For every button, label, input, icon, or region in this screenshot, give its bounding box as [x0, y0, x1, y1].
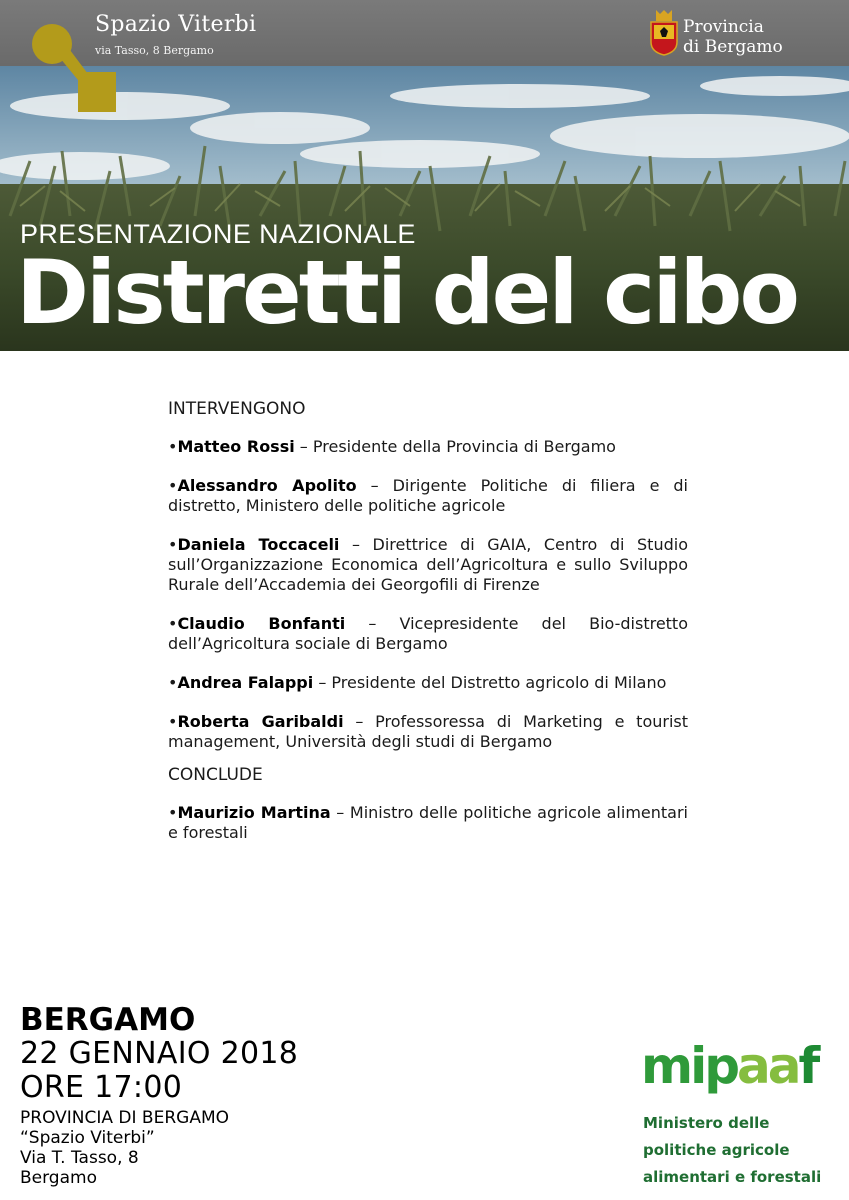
event-city: BERGAMO [20, 1002, 196, 1038]
mipaaf-logo [641, 1036, 817, 1096]
venue-address: via Tasso, 8 Bergamo [95, 44, 214, 57]
province-name-line2: di Bergamo [683, 37, 783, 57]
venue-line: “Spazio Viterbi” [20, 1128, 155, 1148]
venue-line: Bergamo [20, 1168, 97, 1188]
speakers-heading: INTERVENGONO [168, 399, 306, 419]
speaker-role: – Presidente della Provincia di Bergamo [294, 437, 616, 456]
logo-part: aa [737, 1037, 799, 1095]
venue-name: Spazio Viterbi [95, 12, 257, 37]
speaker-item: •Claudio Bonfanti – Vicepresidente del Bio-distretto dell’Agricoltura sociale di Bergamo [168, 614, 688, 653]
speaker-item: •Roberta Garibaldi – Professoressa di Marketing e tourist management, Università degli studi di Bergamo [168, 712, 689, 751]
logo-part: f [798, 1037, 818, 1095]
speaker-item: •Matteo Rossi – Presidente della Provincia di Bergamo [168, 437, 616, 456]
ministry-line: alimentari e forestali [643, 1168, 822, 1186]
speaker-role: – Direttrice di GAIA, Centro di Studio sull’Organizzazione Economica dell’Agricoltura e sullo Sviluppo Rurale dell’Accademia dei Georgofili di Firenze [168, 535, 688, 594]
event-kicker: PRESENTAZIONE NAZIONALE [20, 219, 416, 249]
speaker-name: Roberta Garibaldi [177, 712, 344, 731]
speaker-item: •Daniela Toccaceli – Direttrice di GAIA, Centro di Studio sull’Organizzazione Economica dell’Agricoltura e sullo Sviluppo Rurale dell’Accademia dei Georgofili di Firenze [168, 535, 688, 594]
event-time: ORE 17:00 [20, 1070, 183, 1105]
province-name-line1: Provincia [683, 17, 764, 37]
ministry-line: politiche agricole [643, 1141, 790, 1159]
speaker-item: •Alessandro Apolito – Dirigente Politiche di filiera e di distretto, Ministero delle politiche agricole [168, 476, 688, 515]
conclusion-heading: CONCLUDE [168, 765, 263, 785]
speaker-item: •Andrea Falappi – Presidente del Distretto agricolo di Milano [168, 673, 667, 692]
speaker-role: – Ministro delle politiche agricole alimentari e forestali [168, 803, 688, 842]
spazio-viterbi-logo-icon [30, 24, 120, 116]
ministry-line: Ministero delle [643, 1114, 770, 1132]
speaker-name: Claudio Bonfanti [177, 614, 346, 633]
venue-line: Via T. Tasso, 8 [20, 1148, 139, 1168]
logo-part: mip [641, 1037, 738, 1095]
event-venue [20, 1108, 229, 1188]
ministry-name [643, 1110, 821, 1191]
speaker-name: Alessandro Apolito [177, 476, 357, 495]
speaker-role: – Presidente del Distretto agricolo di Milano [313, 673, 667, 692]
speaker-name: Daniela Toccaceli [177, 535, 340, 554]
event-date: 22 GENNAIO 2018 [20, 1036, 299, 1071]
speaker-name: Maurizio Martina [177, 803, 331, 822]
province-crest-icon [650, 8, 678, 56]
speaker-name: Andrea Falappi [177, 673, 314, 692]
conclusion-item: •Maurizio Martina – Ministro delle politiche agricole alimentari e forestali [168, 803, 688, 842]
speaker-role: – Professoressa di Marketing e tourist management, Università degli studi di Bergamo [168, 712, 689, 751]
venue-line: PROVINCIA DI BERGAMO [20, 1108, 229, 1128]
program [168, 398, 688, 843]
speaker-role: – Vicepresidente del Bio-distretto dell’Agricoltura sociale di Bergamo [168, 614, 688, 653]
event-title: Distretti del cibo [16, 241, 797, 344]
speaker-name: Matteo Rossi [177, 437, 295, 456]
speaker-role: – Dirigente Politiche di filiera e di distretto, Ministero delle politiche agricole [168, 476, 688, 515]
header-bar [0, 0, 849, 66]
